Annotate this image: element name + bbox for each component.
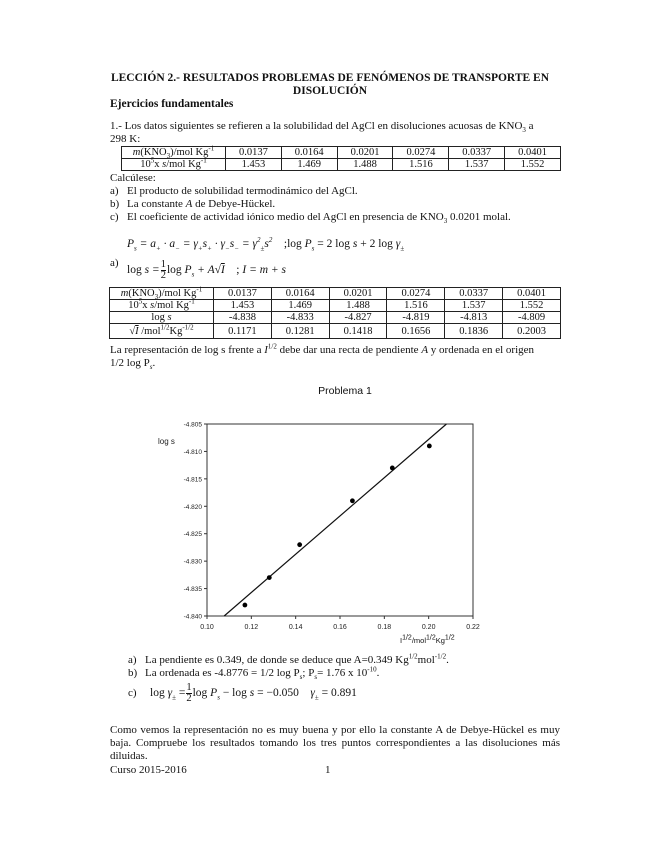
svg-text:0.22: 0.22 <box>466 624 480 631</box>
answer-c: c) $\log \gamma_\pm$ = $\frac{1}{2}$ $\log P_s - \log s = -0.050$ $\gamma_\pm = 0.891$ <box>128 682 357 704</box>
question-text: 0.0201 molal. <box>447 211 511 223</box>
explain-text: La representación de log s frente a <box>110 344 265 356</box>
svg-text:-4.830: -4.830 <box>183 558 202 566</box>
table-cell: 1.516 <box>387 300 445 312</box>
svg-text:0.12: 0.12 <box>244 624 259 631</box>
answer-sup: -10 <box>367 665 377 674</box>
table-cell: 0.0274 <box>393 147 449 159</box>
row-label: log s <box>110 312 214 324</box>
table-cell: 0.1418 <box>329 324 387 339</box>
svg-text:0.10: 0.10 <box>200 624 214 631</box>
answer-text: La ordenada es -4.8776 = 1/2 log P <box>145 667 300 679</box>
table-cell: -4.809 <box>503 312 561 324</box>
table-row <box>110 324 561 339</box>
table-cell: 0.0337 <box>445 288 503 300</box>
questions <box>110 172 560 224</box>
table-cell: -4.813 <box>445 312 503 324</box>
table-cell: 0.0401 <box>503 288 561 300</box>
table-cell: 1.453 <box>214 300 272 312</box>
conclusion: Como vemos la representación no es muy buena y por ello la constante A de Debye-Hückel es muy baja. Compruebe los resultados tomando los tres puntos correspondientes a las disoluciones más diluidas. <box>110 724 560 762</box>
question-text: El producto de solubilidad termodinámico del AgCl. <box>127 185 358 197</box>
data-points <box>243 444 432 608</box>
calc-label: Calcúlese: <box>110 172 156 184</box>
answer-text: La pendiente es 0.349, de donde se deduce que A=0.349 Kg <box>145 654 409 666</box>
y-axis-label: log s <box>158 437 175 446</box>
table-row <box>110 300 561 312</box>
answer-text: ; P <box>302 667 315 679</box>
intro-text: 1.- Los datos siguientes se refieren a la solubilidad del AgCl en disoluciones acuosas de KNO <box>110 120 523 132</box>
question-text: de Debye-Hückel. <box>192 198 276 210</box>
row-label: √I $/mol^{1/2}Kg^{-1/2}$ <box>110 324 214 339</box>
question-var: A <box>185 198 193 210</box>
svg-text:-4.820: -4.820 <box>183 503 202 511</box>
explain-sup: 1/2 <box>267 342 277 351</box>
svg-text:-4.840: -4.840 <box>183 613 202 621</box>
question-c <box>110 211 560 224</box>
answer-text: mol <box>417 654 435 666</box>
table-cell: 1.469 <box>271 300 329 312</box>
table-cell: -4.838 <box>214 312 272 324</box>
table-cell: 0.0137 <box>226 147 282 159</box>
svg-text:0.20: 0.20 <box>421 624 436 631</box>
question-text: La constante <box>127 198 186 210</box>
table-cell: -4.833 <box>271 312 329 324</box>
question-b <box>110 198 560 211</box>
table-cell: 1.488 <box>337 159 393 171</box>
section-subtitle: Ejercicios fundamentales <box>110 98 234 110</box>
row-label: $m(KNO_3)$/mol $Kg^{-1}$ <box>110 288 214 300</box>
svg-text:0.14: 0.14 <box>288 624 303 631</box>
table-cell: 0.0164 <box>281 147 337 159</box>
table-row <box>122 147 561 159</box>
svg-text:0.18: 0.18 <box>377 624 392 631</box>
row-label: $10^5x$ s/mol $Kg^{-1}$ <box>122 159 226 171</box>
table-cell: -4.827 <box>329 312 387 324</box>
explain-text: 1/2 log P <box>110 357 150 369</box>
table-row <box>122 159 561 171</box>
x-axis <box>200 616 480 631</box>
table-cell: 1.469 <box>281 159 337 171</box>
plot-frame <box>207 424 473 616</box>
answer-letter: c) <box>128 687 137 700</box>
explain-var: I <box>264 344 268 356</box>
answer-sup: -1/2 <box>434 652 447 661</box>
table-cell: 0.1656 <box>387 324 445 339</box>
table-cell: 0.0164 <box>271 288 329 300</box>
svg-text:-4.815: -4.815 <box>183 476 202 484</box>
explain-text: debe dar una recta de pendiente <box>276 344 422 356</box>
eq-label-a: a) <box>110 257 119 269</box>
table-cell: 0.0274 <box>387 288 445 300</box>
answers <box>128 654 558 704</box>
svg-text:-4.810: -4.810 <box>183 448 202 456</box>
table-cell: 1.552 <box>505 159 561 171</box>
page-number: 1 <box>325 764 331 776</box>
answer-a <box>128 654 558 667</box>
question-a <box>110 185 560 198</box>
answer-text: . <box>446 654 449 666</box>
table-row <box>110 312 561 324</box>
question-sub: 3 <box>443 217 448 226</box>
intro-temp: 298 K: <box>110 133 141 145</box>
svg-text:-4.805: -4.805 <box>183 421 202 429</box>
explain-sub: s <box>149 363 153 372</box>
svg-text:-4.825: -4.825 <box>183 531 202 539</box>
question-letter: b) <box>110 198 120 210</box>
page-title: LECCIÓN 2.- RESULTADOS PROBLEMAS DE FENÓMENOS DE TRANSPORTE EN DISOLUCIÓN <box>110 72 550 97</box>
explain-text: y ordenada en el origen <box>428 344 535 356</box>
x-axis-label: $I^{1/2}/mol^{1/2}Kg^{1/2}$ <box>400 634 455 645</box>
table-cell: 1.552 <box>503 300 561 312</box>
intro-tail: a <box>525 120 534 132</box>
question-letter: a) <box>110 185 119 197</box>
intro-sub: 3 <box>522 126 526 135</box>
question-letter: c) <box>110 211 119 223</box>
explanation <box>110 344 560 370</box>
problem-intro <box>110 120 560 146</box>
table-cell: 1.488 <box>329 300 387 312</box>
row-label: $10^5x$ s/mol $Kg^{-1}$ <box>110 300 214 312</box>
table-cell: 0.0201 <box>337 147 393 159</box>
table-cell: 0.1281 <box>271 324 329 339</box>
svg-text:-4.835: -4.835 <box>183 586 202 594</box>
table-cell: -4.819 <box>387 312 445 324</box>
data-table-2 <box>109 287 561 339</box>
footer-course: Curso 2015-2016 <box>110 764 187 776</box>
table-cell: 1.537 <box>445 300 503 312</box>
answer-sup: 1/2 <box>408 652 418 661</box>
table-cell: 0.1171 <box>214 324 272 339</box>
table-cell: 0.1836 <box>445 324 503 339</box>
equation-solubility-product: $P_s = a_+ \cdot a_- = \gamma_+s_+ \cdot \gamma_-s_- = \gamma^2_\pm s^2$ ;log $P_s = 2$ log s + 2 $\log \gamma_\pm$ <box>127 236 405 253</box>
answer-text: . <box>376 667 380 679</box>
answer-text: = 1.76 x 10 <box>317 667 368 679</box>
answer-sub: s <box>314 673 318 682</box>
table-cell: 0.0137 <box>214 288 272 300</box>
answer-sub: s <box>299 673 303 682</box>
chart-title: Problema 1 <box>318 385 372 397</box>
row-label: $m(KNO_3)$/mol $Kg^{-1}$ <box>122 147 226 159</box>
table-cell: 0.2003 <box>503 324 561 339</box>
explain-var: A <box>421 344 429 356</box>
table-cell: 1.516 <box>393 159 449 171</box>
data-table-1 <box>121 146 561 171</box>
answer-b <box>128 667 558 680</box>
table-cell: 0.0401 <box>505 147 561 159</box>
svg-text:0.16: 0.16 <box>333 624 347 631</box>
table-cell: 1.537 <box>449 159 505 171</box>
table-cell: 0.0337 <box>449 147 505 159</box>
fit-line <box>224 424 446 616</box>
equation-debye-huckel: log s = $\frac{1}{2}$ $\log P_s + A√I$ ; I = m + s <box>127 259 286 281</box>
table-cell: 0.0201 <box>329 288 387 300</box>
table-row <box>110 288 561 300</box>
answer-letter: b) <box>128 667 138 679</box>
answer-letter: a) <box>128 654 137 666</box>
y-axis <box>184 422 207 621</box>
table-cell: 1.453 <box>226 159 282 171</box>
explain-text: . <box>152 357 156 369</box>
scatter-chart <box>150 410 500 650</box>
question-text: El coeficiente de actividad iónico medio del AgCl en presencia de KNO <box>127 211 444 223</box>
